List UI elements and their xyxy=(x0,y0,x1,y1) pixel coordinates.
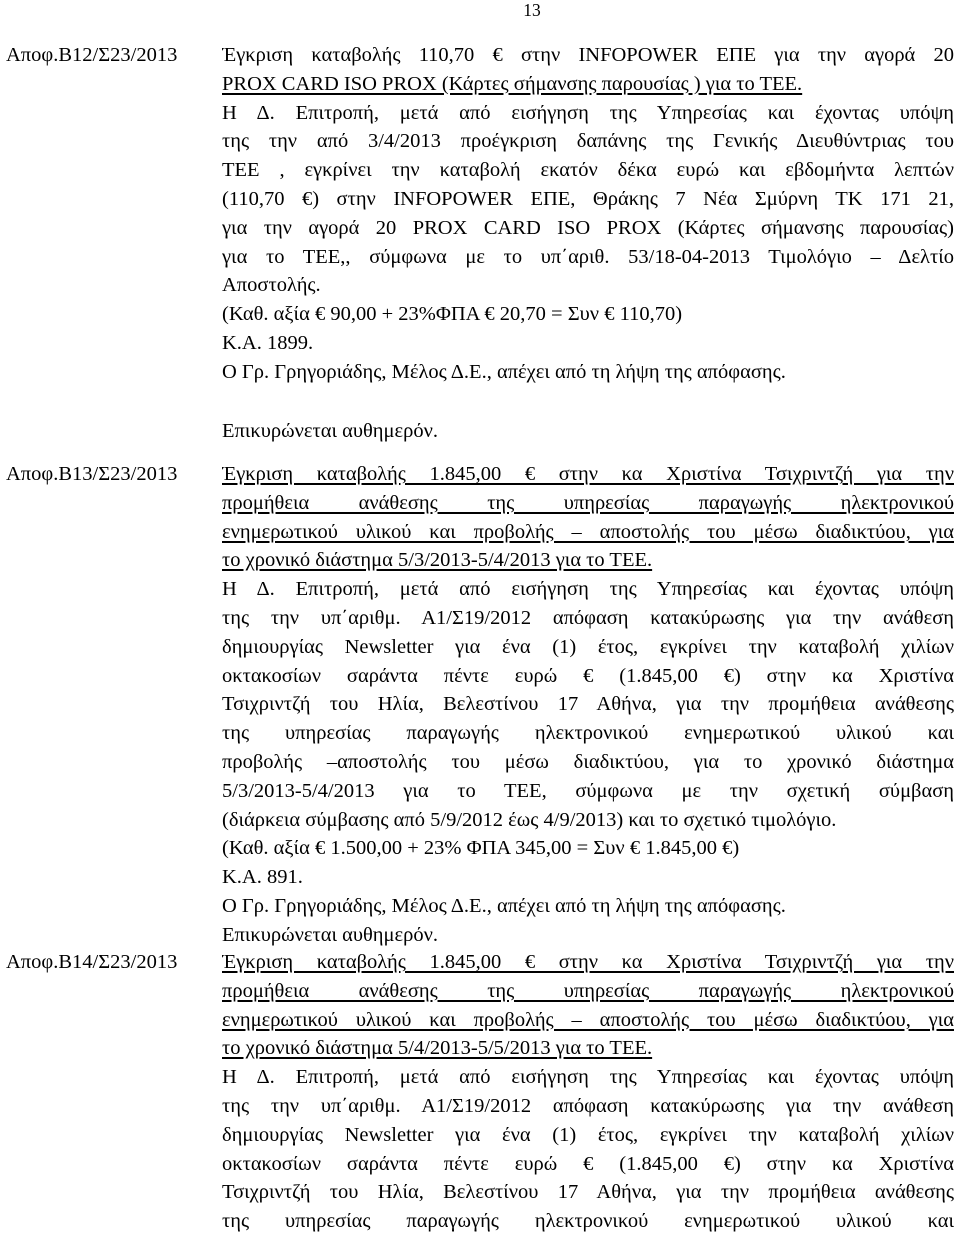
decision-text-line: δημιουργίας Newsletter για ένα (1) έτος, εγκρίνει την καταβολή χιλίων xyxy=(222,635,954,658)
decision-text-line: Κ.Α. 1899. xyxy=(222,331,314,354)
decision-text-line: οκτακοσίων σαράντα πέντε ευρώ € (1.845,00 €) στην κα Χριστίνα xyxy=(222,664,954,687)
decision-b14 xyxy=(0,948,960,1233)
decision-text-line: της υπηρεσίας παραγωγής ηλεκτρονικού ενημερωτικού υλικού και xyxy=(222,1210,954,1233)
decision-text-line: (διάρκεια σύμβασης από 5/9/2012 έως 4/9/2013) και το σχετικό τιμολόγιο. xyxy=(222,808,837,831)
decision-text-line: οκτακοσίων σαράντα πέντε ευρώ € (1.845,00 €) στην κα Χριστίνα xyxy=(222,1152,954,1175)
decision-text-line: Η Δ. Επιτροπή, μετά από εισήγηση της Υπηρεσίας και έχοντας υπόψη xyxy=(222,1066,954,1089)
decision-subject-line: Έγκριση καταβολής 1.845,00 € στην κα Χριστίνα Τσιχριντζή για την xyxy=(222,463,954,485)
decision-text-line: (Καθ. αξία € 1.500,00 + 23% ΦΠΑ 345,00 = Συν € 1.845,00 €) xyxy=(222,837,740,860)
decision-subject-line: το χρονικό διάστημα 5/4/2013-5/5/2013 για το ΤΕΕ. xyxy=(222,1037,653,1060)
decision-subject-line: προμήθεια ανάθεσης της υπηρεσίας παραγωγής ηλεκτρονικού xyxy=(222,491,954,514)
decision-text-line: Επικυρώνεται αυθημερόν. xyxy=(222,923,438,946)
decision-text-line: Τσιχριντζή του Ηλία, Βελεστίνου 17 Αθήνα, για την προμήθεια ανάθεσης xyxy=(222,1181,954,1204)
decision-subject-line: ενημερωτικού υλικού και προβολής – αποστολής του μέσω διαδικτύου, για xyxy=(222,520,954,543)
decision-text-line: για το ΤΕΕ,, σύμφωνα με το υπ΄αριθ. 53/18-04-2013 Τιμολόγιο – Δελτίο xyxy=(222,245,954,268)
decision-body xyxy=(222,460,954,950)
decision-code: Αποφ.Β14/Σ23/2013 xyxy=(6,951,178,973)
decision-text-line: Τσιχριντζή του Ηλία, Βελεστίνου 17 Αθήνα, για την προμήθεια ανάθεσης xyxy=(222,693,954,716)
decision-text-line: Ο Γρ. Γρηγοριάδης, Μέλος Δ.Ε., απέχει από τη λήψη της απόφασης. xyxy=(222,360,786,383)
paragraph-gap xyxy=(222,387,954,417)
decision-subject-line: Έγκριση καταβολής 1.845,00 € στην κα Χριστίνα Τσιχριντζή για την xyxy=(222,951,954,973)
decision-text-line: Η Δ. Επιτροπή, μετά από εισήγηση της Υπηρεσίας και έχοντας υπόψη xyxy=(222,578,954,601)
page-number: 13 xyxy=(523,0,541,20)
decision-text-line: (Καθ. αξία € 90,00 + 23%ΦΠΑ € 20,70 = Συν € 110,70) xyxy=(222,303,683,326)
decision-code: Αποφ.Β13/Σ23/2013 xyxy=(6,463,178,485)
decision-text-line: για την αγορά 20 PROX CARD ISO PROX (Κάρτες σήμανσης παρουσίας) xyxy=(222,216,954,239)
decision-text-line: προβολής –αποστολής του μέσω διαδικτύου, για το χρονικό διάστημα xyxy=(222,750,954,773)
decision-text-line: της υπηρεσίας παραγωγής ηλεκτρονικού ενημερωτικού υλικού και xyxy=(222,722,954,745)
decision-b13 xyxy=(0,460,960,946)
decision-text-line: 5/3/2013-5/4/2013 για το ΤΕΕ, σύμφωνα με την σχετική σύμβαση xyxy=(222,779,954,802)
decision-text-line: Ο Γρ. Γρηγοριάδης, Μέλος Δ.Ε., απέχει από τη λήψη της απόφασης. xyxy=(222,894,786,917)
decision-text-line: της την υπ΄αριθμ. Α1/Σ19/2012 απόφαση κατακύρωσης για την ανάθεση xyxy=(222,1094,954,1117)
decision-subject-line: PROX CARD ISO PROX (Κάρτες σήμανσης παρουσίας ) για το ΤΕΕ. xyxy=(222,72,803,95)
decision-text-line: δημιουργίας Newsletter για ένα (1) έτος, εγκρίνει την καταβολή χιλίων xyxy=(222,1123,954,1146)
decision-text-line: Αποστολής. xyxy=(222,274,321,297)
decision-text-line: ΤΕΕ , εγκρίνει την καταβολή εκατόν δέκα ευρώ και εβδομήντα λεπτών xyxy=(222,159,954,182)
decision-text-line: της την υπ΄αριθμ. Α1/Σ19/2012 απόφαση κατακύρωσης για την ανάθεση xyxy=(222,606,954,629)
decision-text-line: Επικυρώνεται αυθημερόν. xyxy=(222,419,438,442)
decision-text-line: Έγκριση καταβολής 110,70 € στην INFOPOWER ΕΠΕ για την αγορά 20 xyxy=(222,44,954,66)
decision-text-line: Κ.Α. 891. xyxy=(222,866,303,889)
decision-subject-line: ενημερωτικού υλικού και προβολής – αποστολής του μέσω διαδικτύου, για xyxy=(222,1008,954,1031)
decision-subject-line: προμήθεια ανάθεσης της υπηρεσίας παραγωγής ηλεκτρονικού xyxy=(222,979,954,1002)
decision-body xyxy=(222,41,954,445)
decision-subject-line: το χρονικό διάστημα 5/3/2013-5/4/2013 για το ΤΕΕ. xyxy=(222,549,653,572)
decision-b12 xyxy=(0,41,960,441)
decision-code: Αποφ.Β12/Σ23/2013 xyxy=(6,44,178,66)
decision-text-line: Η Δ. Επιτροπή, μετά από εισήγηση της Υπηρεσίας και έχοντας υπόψη xyxy=(222,101,954,124)
decision-text-line: (110,70 €) στην INFOPOWER ΕΠΕ, Θράκης 7 Νέα Σμύρνη ΤΚ 171 21, xyxy=(222,187,954,210)
decision-body xyxy=(222,948,954,1236)
decision-text-line: της την από 3/4/2013 προέγκριση δαπάνης της Γενικής Διευθύντριας του xyxy=(222,130,954,153)
